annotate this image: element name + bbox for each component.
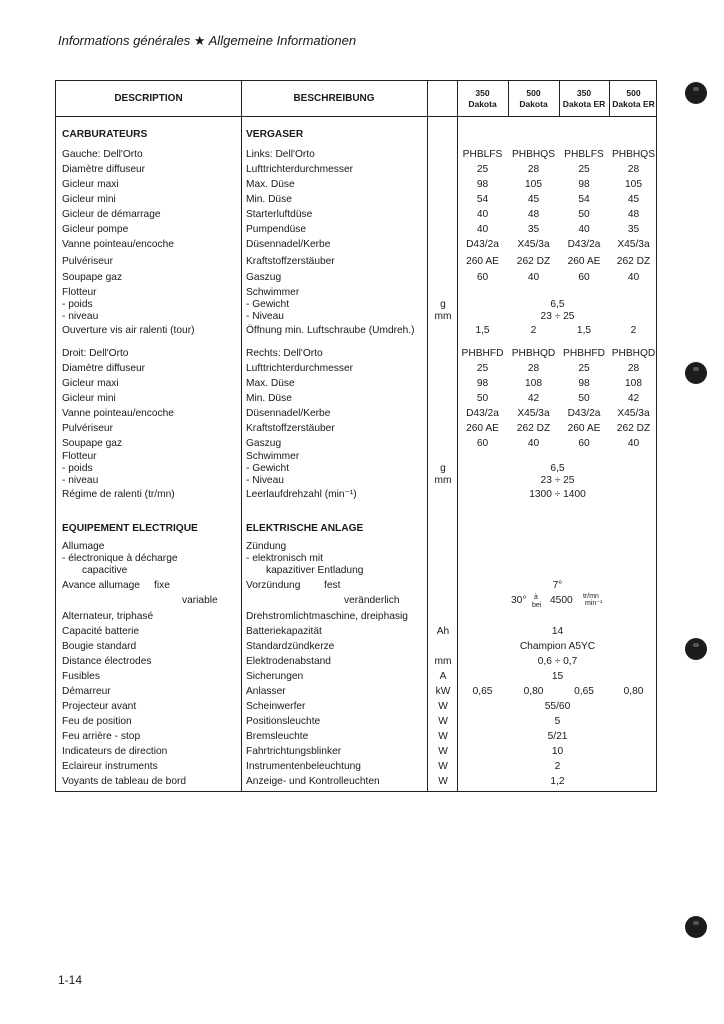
table-row	[56, 699, 656, 714]
label-fr: Eclaireur instruments	[62, 761, 158, 772]
label-fr: Gicleur pompe	[62, 224, 129, 235]
label-de: Gaszug	[246, 438, 282, 449]
section-title-fr: CARBURATEURS	[62, 129, 148, 140]
label-de: Kraftstoffzerstäuber	[246, 423, 335, 434]
value: 108	[625, 378, 642, 389]
label-fr: Gicleur maxi	[62, 378, 119, 389]
table-row	[56, 624, 656, 639]
value: PHBHQD	[611, 348, 656, 359]
label-de: Schwimmer	[246, 451, 300, 462]
unit: W	[438, 731, 448, 742]
value: 40	[527, 438, 540, 449]
value: PHBHQS	[611, 149, 656, 160]
value: 25	[578, 363, 590, 374]
unit: A	[439, 671, 447, 682]
label-fr: - poids	[62, 299, 93, 310]
value: 0,65	[574, 686, 594, 697]
label-fr: Voyants de tableau de bord	[62, 776, 187, 787]
section-title-fr: EQUIPEMENT ELECTRIQUE	[62, 523, 198, 534]
table-row	[56, 639, 656, 654]
value: 60	[578, 438, 590, 449]
table-row	[56, 487, 656, 502]
label-fr: - électronique à décharge	[62, 553, 178, 564]
value: 105	[525, 179, 542, 190]
value: 2	[630, 325, 637, 336]
value: bei	[532, 602, 542, 609]
label-fr: Gauche: Dell'Orto	[62, 149, 143, 160]
label-de: Fahrtrichtungsblinker	[246, 746, 342, 757]
table-row	[56, 237, 656, 252]
value: 60	[476, 438, 489, 449]
table-row	[56, 473, 656, 488]
label-fr: Feu arrière - stop	[62, 731, 141, 742]
label-fr: Gicleur de démarrage	[62, 209, 161, 220]
value: 1300 ÷ 1400	[529, 489, 586, 500]
label-fr: Démarreur	[62, 686, 111, 697]
page-header: Informations générales ★ Allgemeine Informationen	[58, 33, 357, 48]
label-de: Lufttrichterdurchmesser	[246, 363, 354, 374]
value: 7°	[552, 580, 563, 591]
value: 260 AE	[466, 423, 499, 434]
variant-label: Dakota ER	[612, 98, 655, 109]
label-fr: Droit: Dell'Orto	[62, 348, 129, 359]
label-de: - Gewicht	[246, 299, 290, 310]
label-fr: Allumage	[62, 541, 105, 552]
label-fr: variable	[182, 595, 218, 606]
label-fr: - poids	[62, 463, 93, 474]
label-fr: Gicleur mini	[62, 194, 116, 205]
label-fr: Capacité batterie	[62, 626, 140, 637]
table-row	[56, 759, 656, 774]
label-de: Instrumentenbeleuchtung	[246, 761, 361, 772]
value: 35	[527, 224, 540, 235]
label-de: veränderlich	[344, 595, 400, 606]
label-fr: - niveau	[62, 475, 99, 486]
label-fr: Avance allumage	[62, 580, 140, 591]
value: X45/3a	[617, 239, 650, 250]
value: 0,65	[472, 686, 493, 697]
value: 1,2	[550, 776, 565, 787]
unit: g	[440, 463, 446, 474]
table-row	[56, 714, 656, 729]
unit: kW	[435, 686, 451, 697]
value: 54	[578, 194, 590, 205]
value: 45	[527, 194, 540, 205]
label-fr: capacitive	[82, 565, 128, 576]
value: D43/2a	[567, 239, 601, 250]
value: 262 DZ	[616, 423, 651, 434]
value: 42	[527, 393, 540, 404]
label-de: - Niveau	[246, 475, 284, 486]
value: PHBHQS	[511, 149, 556, 160]
table-row	[56, 406, 656, 421]
value: 98	[476, 179, 489, 190]
value: 30°	[511, 595, 527, 606]
value: 55/60	[544, 701, 571, 712]
label-de: Gaszug	[246, 272, 282, 283]
label-de: Positionsleuchte	[246, 716, 321, 727]
label-fr: Indicateurs de direction	[62, 746, 168, 757]
label-de: Sicherungen	[246, 671, 304, 682]
section-header	[56, 127, 656, 142]
label-de: Öffnung min. Luftschraube (Umdreh.)	[246, 325, 415, 336]
value: 23 ÷ 25	[540, 475, 575, 486]
label-fr: Alternateur, triphasé	[62, 611, 154, 622]
label-fr: Gicleur mini	[62, 393, 116, 404]
value: 28	[627, 164, 640, 175]
value: 260 AE	[567, 423, 601, 434]
value: 2	[530, 325, 537, 336]
label-de: Kraftstoffzerstäuber	[246, 256, 335, 267]
label-de: - Gewicht	[246, 463, 290, 474]
unit: mm	[434, 475, 452, 486]
value: 2	[554, 761, 561, 772]
value: 108	[525, 378, 542, 389]
value: 28	[527, 164, 540, 175]
table-row	[56, 361, 656, 376]
section-header	[56, 521, 656, 536]
unit: mm	[434, 311, 452, 322]
table-row	[56, 346, 656, 361]
value: PHBHQD	[511, 348, 556, 359]
value: 6,5	[550, 463, 565, 474]
value: 50	[578, 393, 590, 404]
value: 25	[476, 164, 489, 175]
value: 45	[627, 194, 640, 205]
label-fr: Diamètre diffuseur	[62, 164, 146, 175]
unit: min⁻¹	[585, 600, 603, 607]
binder-hole-icon	[685, 638, 707, 660]
label-fr: Bougie standard	[62, 641, 137, 652]
value: 15	[551, 671, 564, 682]
header-divider	[56, 116, 656, 117]
unit: Ah	[436, 626, 450, 637]
unit: mm	[434, 656, 452, 667]
label-fr: Diamètre diffuseur	[62, 363, 146, 374]
table-row	[56, 192, 656, 207]
label-de: Schwimmer	[246, 287, 300, 298]
label-de: - elektronisch mit	[246, 553, 323, 564]
value: 0,80	[623, 686, 644, 697]
label-de: fest	[324, 580, 341, 591]
table-row	[56, 669, 656, 684]
table-row	[56, 421, 656, 436]
label-de: - Niveau	[246, 311, 284, 322]
label-de: Links: Dell'Orto	[246, 149, 315, 160]
col-variant-1	[457, 81, 508, 116]
unit: W	[438, 716, 448, 727]
table-row	[56, 147, 656, 162]
label-de: Min. Düse	[246, 393, 292, 404]
value: 98	[578, 378, 590, 389]
col-description: DESCRIPTION	[114, 93, 183, 104]
value: 54	[476, 194, 489, 205]
value: 40	[578, 224, 590, 235]
table-row	[56, 207, 656, 222]
value: D43/2a	[567, 408, 601, 419]
label-de: Drehstromlichtmaschine, dreiphasig	[246, 611, 408, 622]
variant-label: Dakota	[519, 98, 548, 109]
value: 28	[527, 363, 540, 374]
table-row	[56, 563, 656, 578]
label-de: Vorzündung	[246, 580, 301, 591]
variant-label: Dakota ER	[562, 98, 606, 109]
spec-table	[55, 80, 657, 792]
value: Champion A5YC	[519, 641, 596, 652]
label-fr: - niveau	[62, 311, 99, 322]
label-de: Max. Düse	[246, 378, 295, 389]
value: 25	[578, 164, 590, 175]
variant-label: 350	[475, 87, 490, 98]
label-fr: Feu de position	[62, 716, 132, 727]
value: 0,80	[523, 686, 544, 697]
unit: W	[438, 701, 448, 712]
table-row	[56, 578, 656, 593]
table-row	[56, 609, 656, 624]
variant-label: 350	[576, 87, 592, 98]
label-fr: Gicleur maxi	[62, 179, 119, 190]
binder-hole-icon	[685, 916, 707, 938]
label-fr: fixe	[154, 580, 170, 591]
col-beschreibung: BESCHREIBUNG	[293, 93, 375, 104]
table-row	[56, 391, 656, 406]
value: 40	[476, 224, 489, 235]
value: X45/3a	[617, 408, 650, 419]
value: 50	[578, 209, 590, 220]
value: 48	[527, 209, 540, 220]
value: 25	[476, 363, 489, 374]
table-row	[56, 774, 656, 789]
unit: W	[438, 746, 448, 757]
table-row	[56, 162, 656, 177]
label-fr: Fusibles	[62, 671, 100, 682]
table-row	[56, 654, 656, 669]
label-de: Scheinwerfer	[246, 701, 306, 712]
label-fr: Soupape gaz	[62, 272, 123, 283]
label-fr: Ouverture vis air ralenti (tour)	[62, 325, 195, 336]
label-de: Düsennadel/Kerbe	[246, 239, 331, 250]
value: 262 DZ	[616, 256, 651, 267]
table-row	[56, 222, 656, 237]
label-fr: Vanne pointeau/encoche	[62, 239, 174, 250]
value: 40	[476, 209, 489, 220]
value: PHBLFS	[462, 149, 503, 160]
label-de: Pumpendüse	[246, 224, 307, 235]
section-title-de: VERGASER	[246, 129, 304, 140]
table-row	[56, 729, 656, 744]
value: 40	[627, 438, 640, 449]
label-fr: Flotteur	[62, 451, 97, 462]
unit: tr/mn	[583, 593, 599, 600]
label-de: Zündung	[246, 541, 287, 552]
label-de: Elektrodenabstand	[246, 656, 331, 667]
value: 48	[627, 209, 640, 220]
label-de: Lufttrichterdurchmesser	[246, 164, 354, 175]
label-fr: Soupape gaz	[62, 438, 123, 449]
value: 50	[476, 393, 489, 404]
value: 105	[625, 179, 642, 190]
value: 1,5	[475, 325, 490, 336]
variant-label: 500	[526, 87, 541, 98]
label-de: Düsennadel/Kerbe	[246, 408, 331, 419]
value: 28	[627, 363, 640, 374]
label-de: kapazitiver Entladung	[266, 565, 364, 576]
label-de: Batteriekapazität	[246, 626, 322, 637]
unit: g	[440, 299, 446, 310]
value: 40	[627, 272, 640, 283]
value: X45/3a	[517, 239, 550, 250]
label-fr: Pulvériseur	[62, 256, 113, 267]
label-de: Bremsleuchte	[246, 731, 309, 742]
label-de: Anzeige- und Kontrolleuchten	[246, 776, 380, 787]
col-variant-3	[559, 81, 609, 116]
value: 260 AE	[466, 256, 499, 267]
label-de: Rechts: Dell'Orto	[246, 348, 323, 359]
label-fr: Régime de ralenti (tr/mn)	[62, 489, 175, 500]
table-row	[56, 684, 656, 699]
value: 6,5	[550, 299, 565, 310]
section-title-de: ELEKTRISCHE ANLAGE	[246, 523, 364, 534]
variant-label: Dakota	[468, 98, 497, 109]
unit: W	[438, 761, 448, 772]
value: 262 DZ	[516, 256, 551, 267]
value: 98	[578, 179, 590, 190]
table-row	[56, 254, 656, 269]
table-row	[56, 323, 656, 338]
table-row	[56, 177, 656, 192]
col-variant-4	[609, 81, 658, 116]
value: PHBHFD	[563, 348, 605, 359]
value: 5	[554, 716, 561, 727]
value: X45/3a	[517, 408, 550, 419]
value: 1,5	[576, 325, 592, 336]
value: 10	[551, 746, 564, 757]
value: 262 DZ	[516, 423, 551, 434]
value: PHBHFD	[461, 348, 504, 359]
label-de: Starterluftdüse	[246, 209, 313, 220]
label-de: Max. Düse	[246, 179, 295, 190]
binder-hole-icon	[685, 82, 707, 104]
value: 4500	[550, 595, 573, 606]
table-row	[56, 309, 656, 324]
label-fr: Vanne pointeau/encoche	[62, 408, 174, 419]
value: PHBLFS	[564, 149, 604, 160]
value: 5/21	[547, 731, 568, 742]
value: 260 AE	[567, 256, 601, 267]
page-number: 1-14	[58, 973, 83, 987]
label-de: Min. Düse	[246, 194, 292, 205]
label-de: Anlasser	[246, 686, 286, 697]
table-row	[56, 376, 656, 391]
value: D43/2a	[466, 239, 499, 250]
value: 60	[476, 272, 489, 283]
label-fr: Projecteur avant	[62, 701, 137, 712]
label-fr: Flotteur	[62, 287, 97, 298]
label-de: Standardzündkerze	[246, 641, 335, 652]
col-variant-2	[508, 81, 559, 116]
value: 98	[476, 378, 489, 389]
value: 23 ÷ 25	[540, 311, 575, 322]
table-row	[56, 270, 656, 285]
value: 40	[527, 272, 540, 283]
value: 0,6 ÷ 0,7	[537, 656, 578, 667]
value: 60	[578, 272, 590, 283]
value: D43/2a	[466, 408, 499, 419]
variant-label: 500	[626, 87, 641, 98]
table-row	[56, 744, 656, 759]
label-fr: Distance électrodes	[62, 656, 152, 667]
binder-hole-icon	[685, 362, 707, 384]
label-de: Leerlaufdrehzahl (min⁻¹)	[246, 489, 357, 500]
value: 14	[551, 626, 564, 637]
value: 35	[627, 224, 640, 235]
value: à	[534, 594, 538, 601]
unit: W	[438, 776, 448, 787]
value: 42	[627, 393, 640, 404]
label-fr: Pulvériseur	[62, 423, 113, 434]
